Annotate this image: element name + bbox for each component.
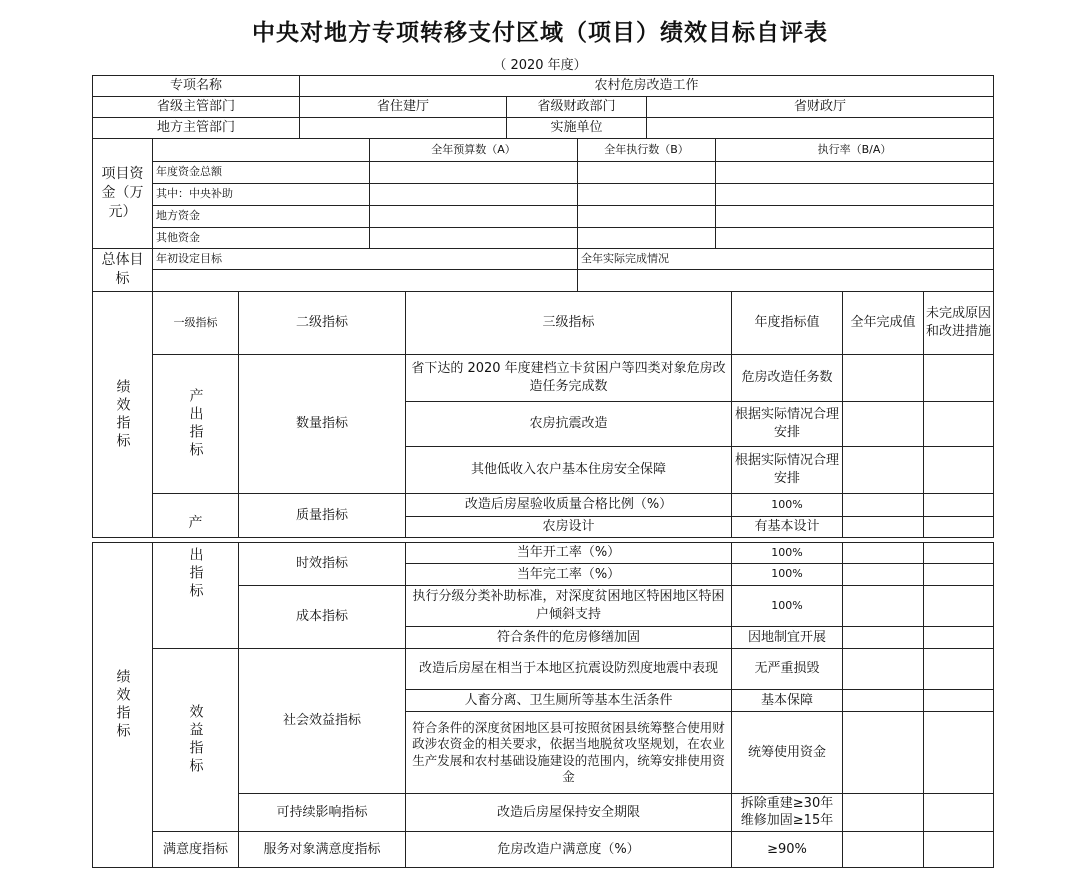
header-actual: 全年完成值: [842, 291, 924, 355]
cost-label: 成本指标: [238, 585, 406, 649]
indicator-value: 100%: [731, 542, 843, 564]
funds-label: 项目资金（万元）: [92, 138, 153, 249]
indicator-actual: [842, 563, 924, 586]
indicator-reason: [923, 516, 994, 538]
header-level1: 一级指标: [152, 291, 239, 355]
indicator-reason: [923, 648, 994, 690]
indicator-text: 符合条件的深度贫困地区县可按照贫困县统筹整合使用财政涉农资金的相关要求，依据当地脱贫攻坚规划，在农业生产发展和农村基础设施建设的范围内，统筹安排使用资金: [405, 711, 732, 794]
effect-label: 效益指标: [152, 648, 239, 832]
funds-cell: [369, 227, 578, 249]
col-budget: 全年预算数（A）: [369, 138, 578, 162]
indicator-value: 基本保障: [731, 689, 843, 712]
funds-cell: [715, 161, 994, 184]
indicator-text: 农房抗震改造: [405, 401, 732, 447]
indicator-actual: [842, 793, 924, 832]
local-dept-value: [299, 117, 507, 139]
indicator-reason: [923, 563, 994, 586]
indicator-text: 农房设计: [405, 516, 732, 538]
funds-cell: [715, 227, 994, 249]
goal-label: 总体目标: [92, 248, 153, 292]
goal-actual-label: 全年实际完成情况: [577, 248, 994, 270]
funds-cell: [577, 183, 716, 206]
indicator-text: 危房改造户满意度（%）: [405, 831, 732, 868]
funds-cell: [715, 205, 994, 228]
indicator-text: 执行分级分类补助标准，对深度贫困地区特困地区特困户倾斜支持: [405, 585, 732, 627]
output-label-1b: 产: [152, 493, 239, 538]
indicator-value: 100%: [731, 563, 843, 586]
service-label: 服务对象满意度指标: [238, 831, 406, 868]
indicator-reason: [923, 585, 994, 627]
funds-cell: [577, 161, 716, 184]
page-title: 中央对地方专项转移支付区域（项目）绩效目标自评表: [252, 20, 828, 46]
indicator-text: 改造后房屋在相当于本地区抗震设防烈度地震中表现: [405, 648, 732, 690]
sustain-label: 可持续影响指标: [238, 793, 406, 832]
timeliness-label: 时效指标: [238, 542, 406, 586]
funds-cell: [577, 205, 716, 228]
indicator-text: 当年开工率（%）: [405, 542, 732, 564]
year-label: （ 2020 年度）: [493, 58, 587, 73]
header-level2: 二级指标: [238, 291, 406, 355]
output-label-1: 产出指标: [152, 354, 239, 494]
indicator-value: 根据实际情况合理安排: [731, 446, 843, 494]
funds-row-label: 年度资金总额: [152, 161, 370, 184]
indicator-actual: [842, 401, 924, 447]
funds-cell: [577, 227, 716, 249]
indicator-actual: [842, 648, 924, 690]
quantity-label: 数量指标: [238, 354, 406, 494]
col-exec: 全年执行数（B）: [577, 138, 716, 162]
impl-unit-value: [646, 117, 994, 139]
header-reason: 未完成原因和改进措施: [923, 291, 994, 355]
indicator-reason: [923, 831, 994, 868]
indicator-value: 因地制宜开展: [731, 626, 843, 649]
indicator-value: 100%: [731, 493, 843, 517]
indicator-actual: [842, 585, 924, 627]
indicator-value: 100%: [731, 585, 843, 627]
indicator-actual: [842, 542, 924, 564]
indicator-actual: [842, 831, 924, 868]
indicator-reason: [923, 689, 994, 712]
indicator-reason: [923, 493, 994, 517]
funds-header-blank: [152, 138, 370, 162]
indicator-actual: [842, 689, 924, 712]
indicator-text: 其他低收入农户基本住房安全保障: [405, 446, 732, 494]
indicator-text: 符合条件的危房修缮加固: [405, 626, 732, 649]
indicator-reason: [923, 711, 994, 794]
funds-cell: [369, 161, 578, 184]
indicator-reason: [923, 626, 994, 649]
funds-row-label: 其他资金: [152, 227, 370, 249]
goal-initial-value: [152, 269, 578, 292]
indicator-text: 改造后房屋保持安全期限: [405, 793, 732, 832]
indicator-actual: [842, 516, 924, 538]
col-rate: 执行率（B/A）: [715, 138, 994, 162]
indicator-reason: [923, 542, 994, 564]
indicator-value: 有基本设计: [731, 516, 843, 538]
indicator-actual: [842, 626, 924, 649]
prov-dept-value: 省住建厅: [299, 96, 507, 118]
indicator-value: 拆除重建≥30年 维修加固≥15年: [731, 793, 843, 832]
indicator-value: 无严重损毁: [731, 648, 843, 690]
indicator-actual: [842, 354, 924, 402]
quality-label: 质量指标: [238, 493, 406, 538]
prov-finance-label: 省级财政部门: [506, 96, 647, 118]
goal-initial-label: 年初设定目标: [152, 248, 578, 270]
funds-cell: [715, 183, 994, 206]
impl-unit-label: 实施单位: [506, 117, 647, 139]
satisfaction-label: 满意度指标: [152, 831, 239, 868]
prov-finance-value: 省财政厅: [646, 96, 994, 118]
indicator-value: 统筹使用资金: [731, 711, 843, 794]
perf-label-2: 绩效指标: [92, 542, 153, 868]
project-name-label: 专项名称: [92, 75, 300, 97]
funds-row-label: 其中：中央补助: [152, 183, 370, 206]
indicator-text: 当年完工率（%）: [405, 563, 732, 586]
social-label: 社会效益指标: [238, 648, 406, 794]
indicator-text: 省下达的 2020 年度建档立卡贫困户等四类对象危房改造任务完成数: [405, 354, 732, 402]
funds-row-label: 地方资金: [152, 205, 370, 228]
header-level3: 三级指标: [405, 291, 732, 355]
local-dept-label: 地方主管部门: [92, 117, 300, 139]
indicator-reason: [923, 793, 994, 832]
indicator-actual: [842, 711, 924, 794]
indicator-reason: [923, 354, 994, 402]
funds-cell: [369, 183, 578, 206]
goal-actual-value: [577, 269, 994, 292]
indicator-value: ≥90%: [731, 831, 843, 868]
indicator-reason: [923, 446, 994, 494]
indicator-text: 改造后房屋验收质量合格比例（%）: [405, 493, 732, 517]
project-name-value: 农村危房改造工作: [299, 75, 994, 97]
indicator-value: 危房改造任务数: [731, 354, 843, 402]
perf-label-1: 绩效指标: [92, 291, 153, 538]
funds-cell: [369, 205, 578, 228]
indicator-text: 人畜分离、卫生厕所等基本生活条件: [405, 689, 732, 712]
header-target: 年度指标值: [731, 291, 843, 355]
prov-dept-label: 省级主管部门: [92, 96, 300, 118]
output-label-2: 出指标: [152, 542, 239, 649]
indicator-actual: [842, 493, 924, 517]
indicator-value: 根据实际情况合理安排: [731, 401, 843, 447]
indicator-actual: [842, 446, 924, 494]
indicator-reason: [923, 401, 994, 447]
